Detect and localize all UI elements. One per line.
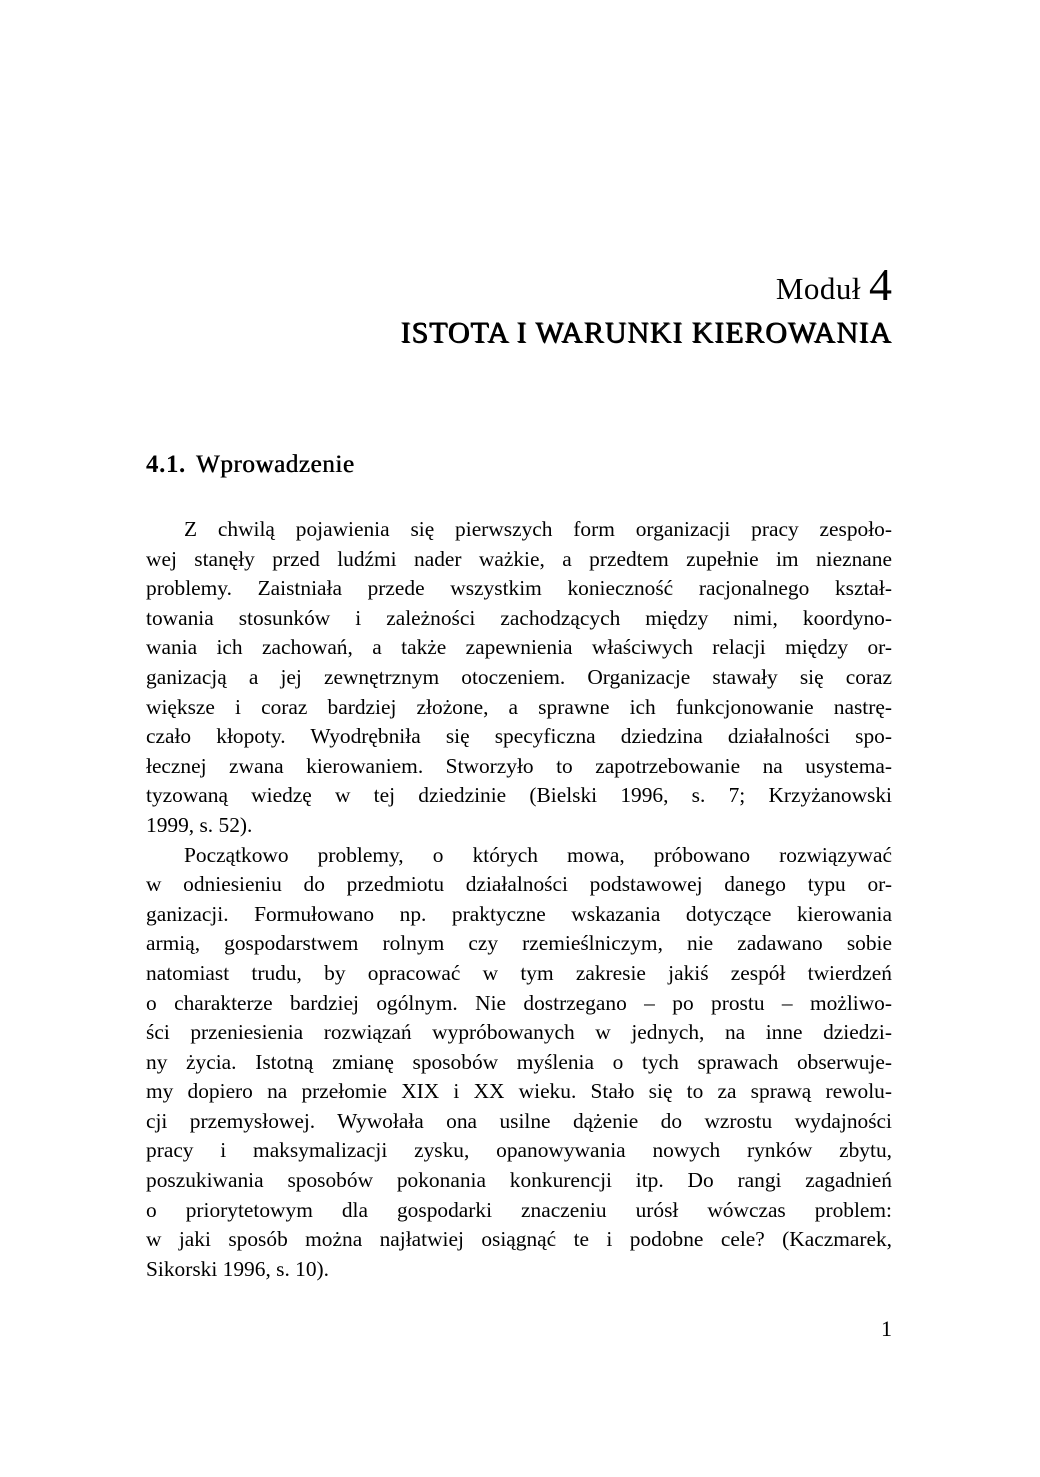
text-line: łecznej zwana kierowaniem. Stworzyło to zapotrzebowanie na usystema- [146,753,892,778]
text-line: o charakterze bardziej ogólnym. Nie dostrzegano – po prostu – możliwo- [146,990,892,1015]
text-line: cji przemysłowej. Wywołała ona usilne dążenie do wzrostu wydajności [146,1108,892,1133]
text-line: tyzowaną wiedzę w tej dziedzinie (Bielski 1996, s. 7; Krzyżanowski [146,783,892,808]
text-line: większe i coraz bardziej złożone, a sprawne ich funkcjonowanie nastrę- [146,694,892,719]
text-line: ny życia. Istotną zmianę sposobów myślenia o tych sprawach obserwuje- [146,1049,892,1074]
text-line: poszukiwania sposobów pokonania konkurencji itp. Do rangi zagadnień [146,1168,892,1193]
text-line: my dopiero na przełomie XIX i XX wieku. Stało się to za sprawą rewolu- [146,1079,892,1104]
text-line: czało kłopoty. Wyodrębniła się specyficzna dziedzina działalności spo- [146,724,892,749]
section-number: 4.1. [146,451,186,478]
module-label [0,259,892,310]
paragraph-2 [146,841,892,1285]
module-label-word: Moduł [775,271,861,306]
text-line: wania ich zachowań, a także zapewnienia właściwych relacji między or- [146,635,892,660]
text-line: problemy. Zaistniała przede wszystkim konieczność racjonalnego kształ- [146,576,892,601]
text-line: natomiast trudu, by opracować w tym zakresie jakiś zespół twierdzeń [146,960,892,985]
text-line: w jaki sposób można najłatwiej osiągnąć te i podobne cele? (Kaczmarek, [146,1227,892,1252]
text-line: 1999, s. 52). [146,812,253,837]
text-line: Sikorski 1996, s. 10). [146,1256,330,1281]
section-heading [146,452,354,477]
module-title: ISTOTA I WARUNKI KIEROWANIA [400,316,892,349]
text-line: wej stanęły przed ludźmi nader ważkie, a przedtem zupełnie im nieznane [146,546,892,571]
text-line: towania stosunków i zależności zachodzących między nimi, koordyno- [146,605,892,630]
text-line: ganizacją a jej zewnętrznym otoczeniem. Organizacje stawały się coraz [146,664,892,689]
body-text [146,515,892,1284]
text-line: w odniesieniu do przedmiotu działalności podstawowej danego typu or- [146,872,892,897]
module-number: 4 [869,259,892,310]
text-line: ganizacji. Formułowano np. praktyczne wskazania dotyczące kierowania [146,901,892,926]
text-line: ści przeniesienia rozwiązań wypróbowanych w jednych, na inne dziedzi- [146,1020,892,1045]
text-line: armią, gospodarstwem rolnym czy rzemieślniczym, nie zadawano sobie [146,931,892,956]
module-header [0,259,892,349]
page-number: 1 [881,1316,892,1341]
text-line: Początkowo problemy, o których mowa, próbowano rozwiązywać [184,842,892,867]
paragraph-1 [146,515,892,841]
text-line: Z chwilą pojawienia się pierwszych form organizacji pracy zespoło- [184,517,892,541]
section-title: Wprowadzenie [195,451,355,478]
text-line: pracy i maksymalizacji zysku, opanowywania nowych rynków zbytu, [146,1138,892,1163]
text-line: o priorytetowym dla gospodarki znaczeniu urósł wówczas problem: [146,1197,892,1222]
